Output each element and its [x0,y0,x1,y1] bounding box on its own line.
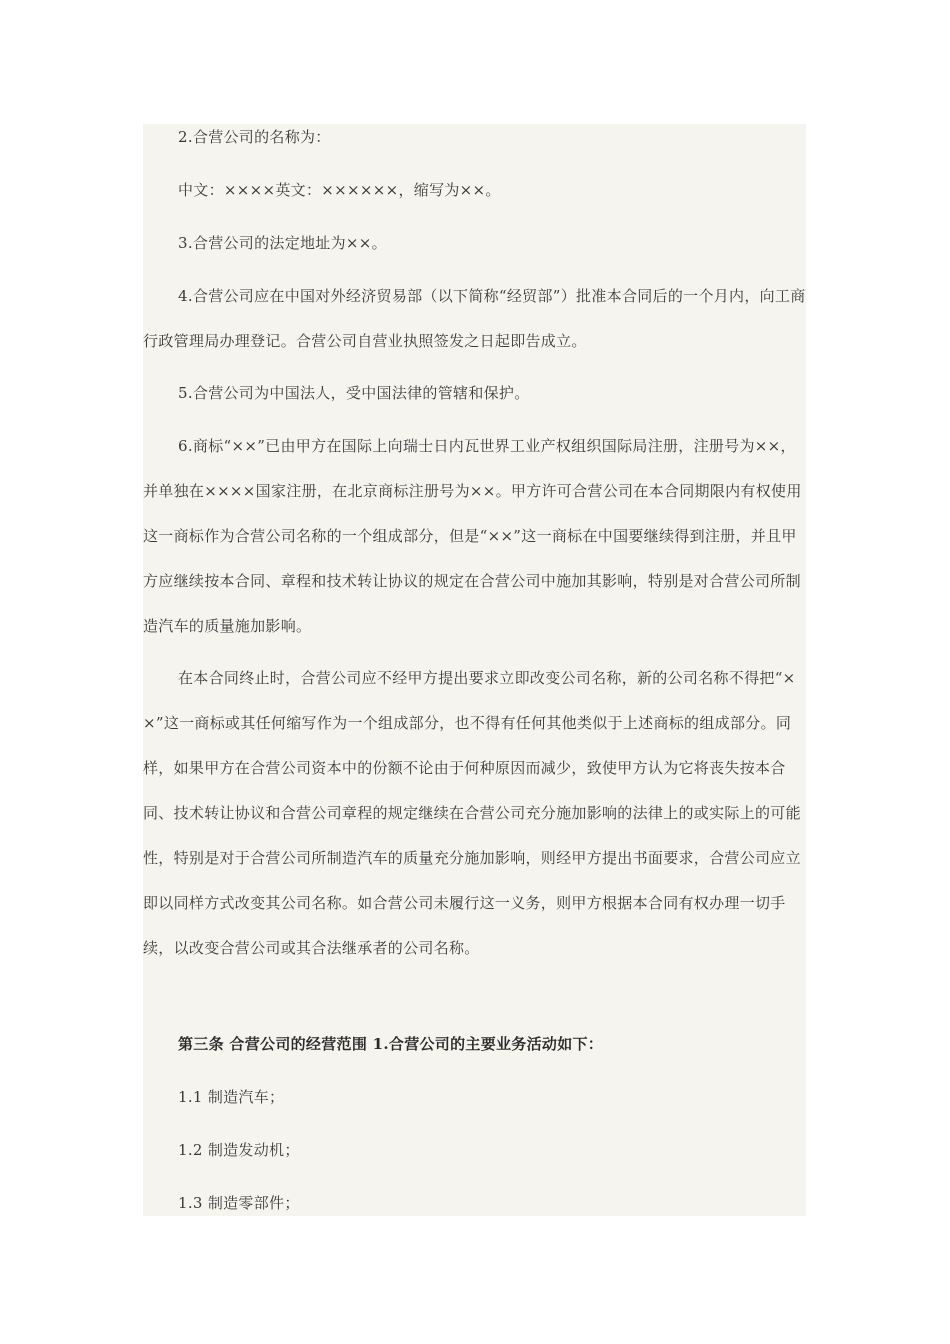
document-page [143,124,806,1216]
paragraph-registration: 4.合营公司应在中国对外经济贸易部（以下简称“经贸部”）批准本合同后的一个月内，向工商行政管理局办理登记。合营公司自营业执照签发之日起即告成立。 [143,287,806,350]
paragraph-names-cn-en: 中文：××××英文：××××××，缩写为××。 [178,181,501,199]
list-item-manufacture-parts: 1.3 制造零部件； [178,1194,300,1212]
paragraph-article-three-heading: 第三条 合营公司的经营范围 1.合营公司的主要业务活动如下： [178,1035,604,1053]
paragraph-termination: 在本合同终止时，合营公司应不经甲方提出要求立即改变公司名称，新的公司名称不得把“××”这一商标或其任何缩写作为一个组成部分，也不得有任何其他类似于上述商标的组成部分。同样，如果甲方在合营公司资本中的份额不论由于何种原因而减少，致使甲方认为它将丧失按本合同、技术转让协议和合营公司章程的规定继续在合营公司充分施加影响的法律上的或实际上的可能性，特别是对于合营公司所制造汽车的质量充分施加影响，则经甲方提出书面要求，合营公司应立即以同样方式改变其公司名称。如合营公司未履行这一义务，则甲方根据本合同有权办理一切手续，以改变合营公司或其合法继承者的公司名称。 [143,669,801,957]
paragraph-chinese-legal-person: 5.合营公司为中国法人，受中国法律的管辖和保护。 [178,384,530,402]
paragraph-legal-address: 3.合营公司的法定地址为××。 [178,234,387,252]
paragraph-company-name: 2.合营公司的名称为： [178,128,331,146]
paragraph-trademark: 6.商标“××”已由甲方在国际上向瑞士日内瓦世界工业产权组织国际局注册，注册号为××，并单独在××××国家注册，在北京商标注册号为××。甲方许可合营公司在本合同期限内有权使用这一商标作为合营公司名称的一个组成部分，但是“××”这一商标在中国要继续得到注册，并且甲方应继续按本合同、章程和技术转让协议的规定在合营公司中施加其影响，特别是对合营公司所制造汽车的质量施加影响。 [143,437,802,635]
list-item-manufacture-cars: 1.1 制造汽车； [178,1088,285,1106]
list-item-manufacture-engines: 1.2 制造发动机； [178,1141,300,1159]
